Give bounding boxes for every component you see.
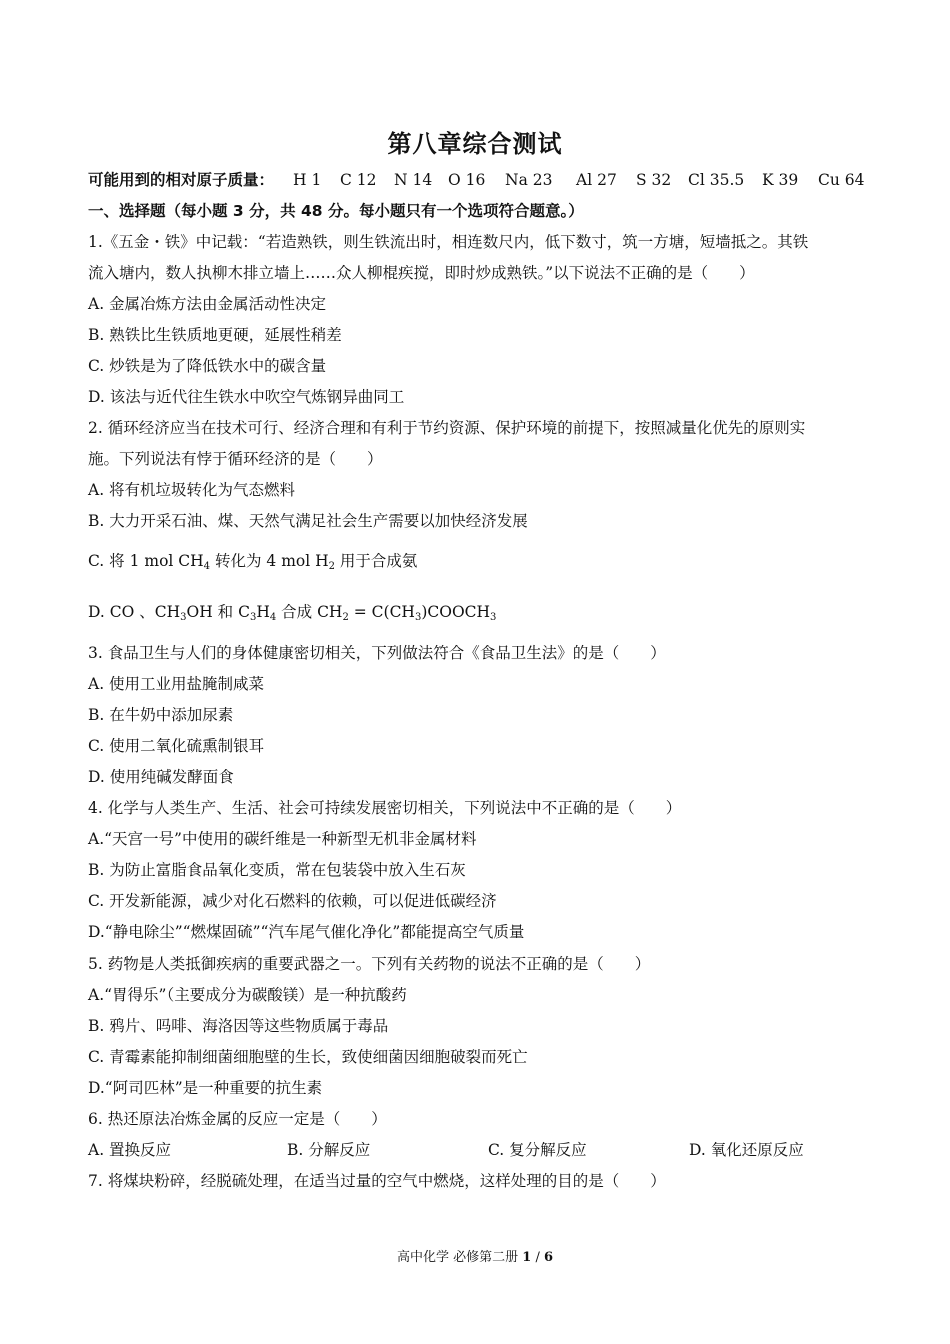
q1-option-b: B. 熟铁比生铁质地更硬，延展性稍差: [88, 326, 342, 344]
q6-option-b: B. 分解反应: [287, 1141, 371, 1159]
q1-option-c: C. 炒铁是为了降低铁水中的碳含量: [88, 357, 327, 375]
atomic-mass-label: 可能用到的相对原子质量：: [88, 171, 275, 189]
q5-option-a: A.“胃得乐”（主要成分为碳酸镁）是一种抗酸药: [88, 986, 407, 1004]
q2-stem-2: 施。下列说法有悖于循环经济的是（ ）: [88, 450, 383, 468]
q6-option-d: D. 氧化还原反应: [689, 1141, 804, 1159]
mass-h: H 1: [293, 171, 322, 189]
q7-stem: 7. 将煤块粉碎，经脱硫处理，在适当过量的空气中燃烧，这样处理的目的是（ ）: [88, 1172, 666, 1190]
q4-stem: 4. 化学与人类生产、生活、社会可持续发展密切相关，下列说法中不正确的是（ ）: [88, 799, 682, 817]
mass-n: N 14: [394, 171, 433, 189]
mass-cl: Cl 35.5: [688, 171, 745, 189]
mass-s: S 32: [636, 171, 672, 189]
q6-option-c: C. 复分解反应: [488, 1141, 587, 1159]
q5-stem: 5. 药物是人类抵御疾病的重要武器之一。下列有关药物的说法不正确的是（ ）: [88, 955, 651, 973]
q3-option-b: B. 在牛奶中添加尿素: [88, 706, 234, 724]
mass-cu: Cu 64: [818, 171, 865, 189]
q1-option-a: A. 金属冶炼方法由金属活动性决定: [88, 295, 327, 313]
q2-option-a: A. 将有机垃圾转化为气态燃料: [88, 481, 296, 499]
page-total: 6: [543, 1250, 554, 1265]
q3-stem: 3. 食品卫生与人们的身体健康密切相关，下列做法符合《食品卫生法》的是（ ）: [88, 644, 666, 662]
q5-option-b: B. 鸦片、吗啡、海洛因等这些物质属于毒品: [88, 1017, 389, 1035]
page-number: 1: [522, 1250, 532, 1265]
q1-option-d: D. 该法与近代往生铁水中吹空气炼钢异曲同工: [88, 388, 405, 406]
q4-option-b: B. 为防止富脂食品氧化变质，常在包装袋中放入生石灰: [88, 861, 466, 879]
q4-option-c: C. 开发新能源，减少对化石燃料的依赖，可以促进低碳经济: [88, 892, 497, 910]
mass-al: Al 27: [576, 171, 617, 189]
page-title: 第八章综合测试: [387, 130, 563, 158]
q2-option-b: B. 大力开采石油、煤、天然气满足社会生产需要以加快经济发展: [88, 512, 528, 530]
q3-option-a: A. 使用工业用盐腌制咸菜: [88, 675, 265, 693]
atomic-mass-line: [88, 170, 274, 190]
q3-option-d: D. 使用纯碱发酵面食: [88, 768, 234, 786]
mass-o: O 16: [448, 171, 486, 189]
section-heading: 一、选择题（每小题 3 分，共 48 分。每小题只有一个选项符合题意。）: [88, 202, 584, 220]
q2-stem-1: 2. 循环经济应当在技术可行、经济合理和有利于节约资源、保护环境的前提下，按照减量化优先的原则实: [88, 419, 806, 437]
q1-stem-1: 1.《五金・铁》中记载：“若造熟铁，则生铁流出时，相连数尺内，低下数寸，筑一方塘，短墙抵之。其铁: [88, 233, 809, 251]
q5-option-c: C. 青霉素能抑制细菌细胞壁的生长，致使细菌因细胞破裂而死亡: [88, 1048, 528, 1066]
q5-option-d: D.“阿司匹林”是一种重要的抗生素: [88, 1079, 323, 1097]
q2-option-d: D. CO 、$CH_3OH$ 和 $C_3H_4$ 合成 $CH_2$ = $C(CH_3)COOCH_3$: [88, 603, 497, 623]
page-footer: 高中化学 必修第二册 1 / 6: [396, 1250, 554, 1265]
mass-c: C 12: [340, 171, 377, 189]
q4-option-d: D.“静电除尘”“燃煤固硫”“汽车尾气催化净化”都能提高空气质量: [88, 923, 525, 941]
footer-text: 高中化学 必修第二册: [396, 1250, 519, 1265]
mass-na: Na 23: [505, 171, 553, 189]
q4-option-a: A.“天宫一号”中使用的碳纤维是一种新型无机非金属材料: [88, 830, 477, 848]
q1-stem-2: 流入塘内，数人执柳木排立墙上……众人柳棍疾搅，即时炒成熟铁。”以下说法不正确的是（ ）: [88, 264, 755, 282]
mass-k: K 39: [762, 171, 799, 189]
q2-option-c: C. 将 1 mol $CH_4$ 转化为 4 mol $H_2$ 用于合成氨: [88, 552, 418, 572]
q3-option-c: C. 使用二氧化硫熏制银耳: [88, 737, 265, 755]
q6-stem: 6. 热还原法冶炼金属的反应一定是（ ）: [88, 1110, 387, 1128]
q6-option-a: A. 置换反应: [88, 1141, 172, 1159]
